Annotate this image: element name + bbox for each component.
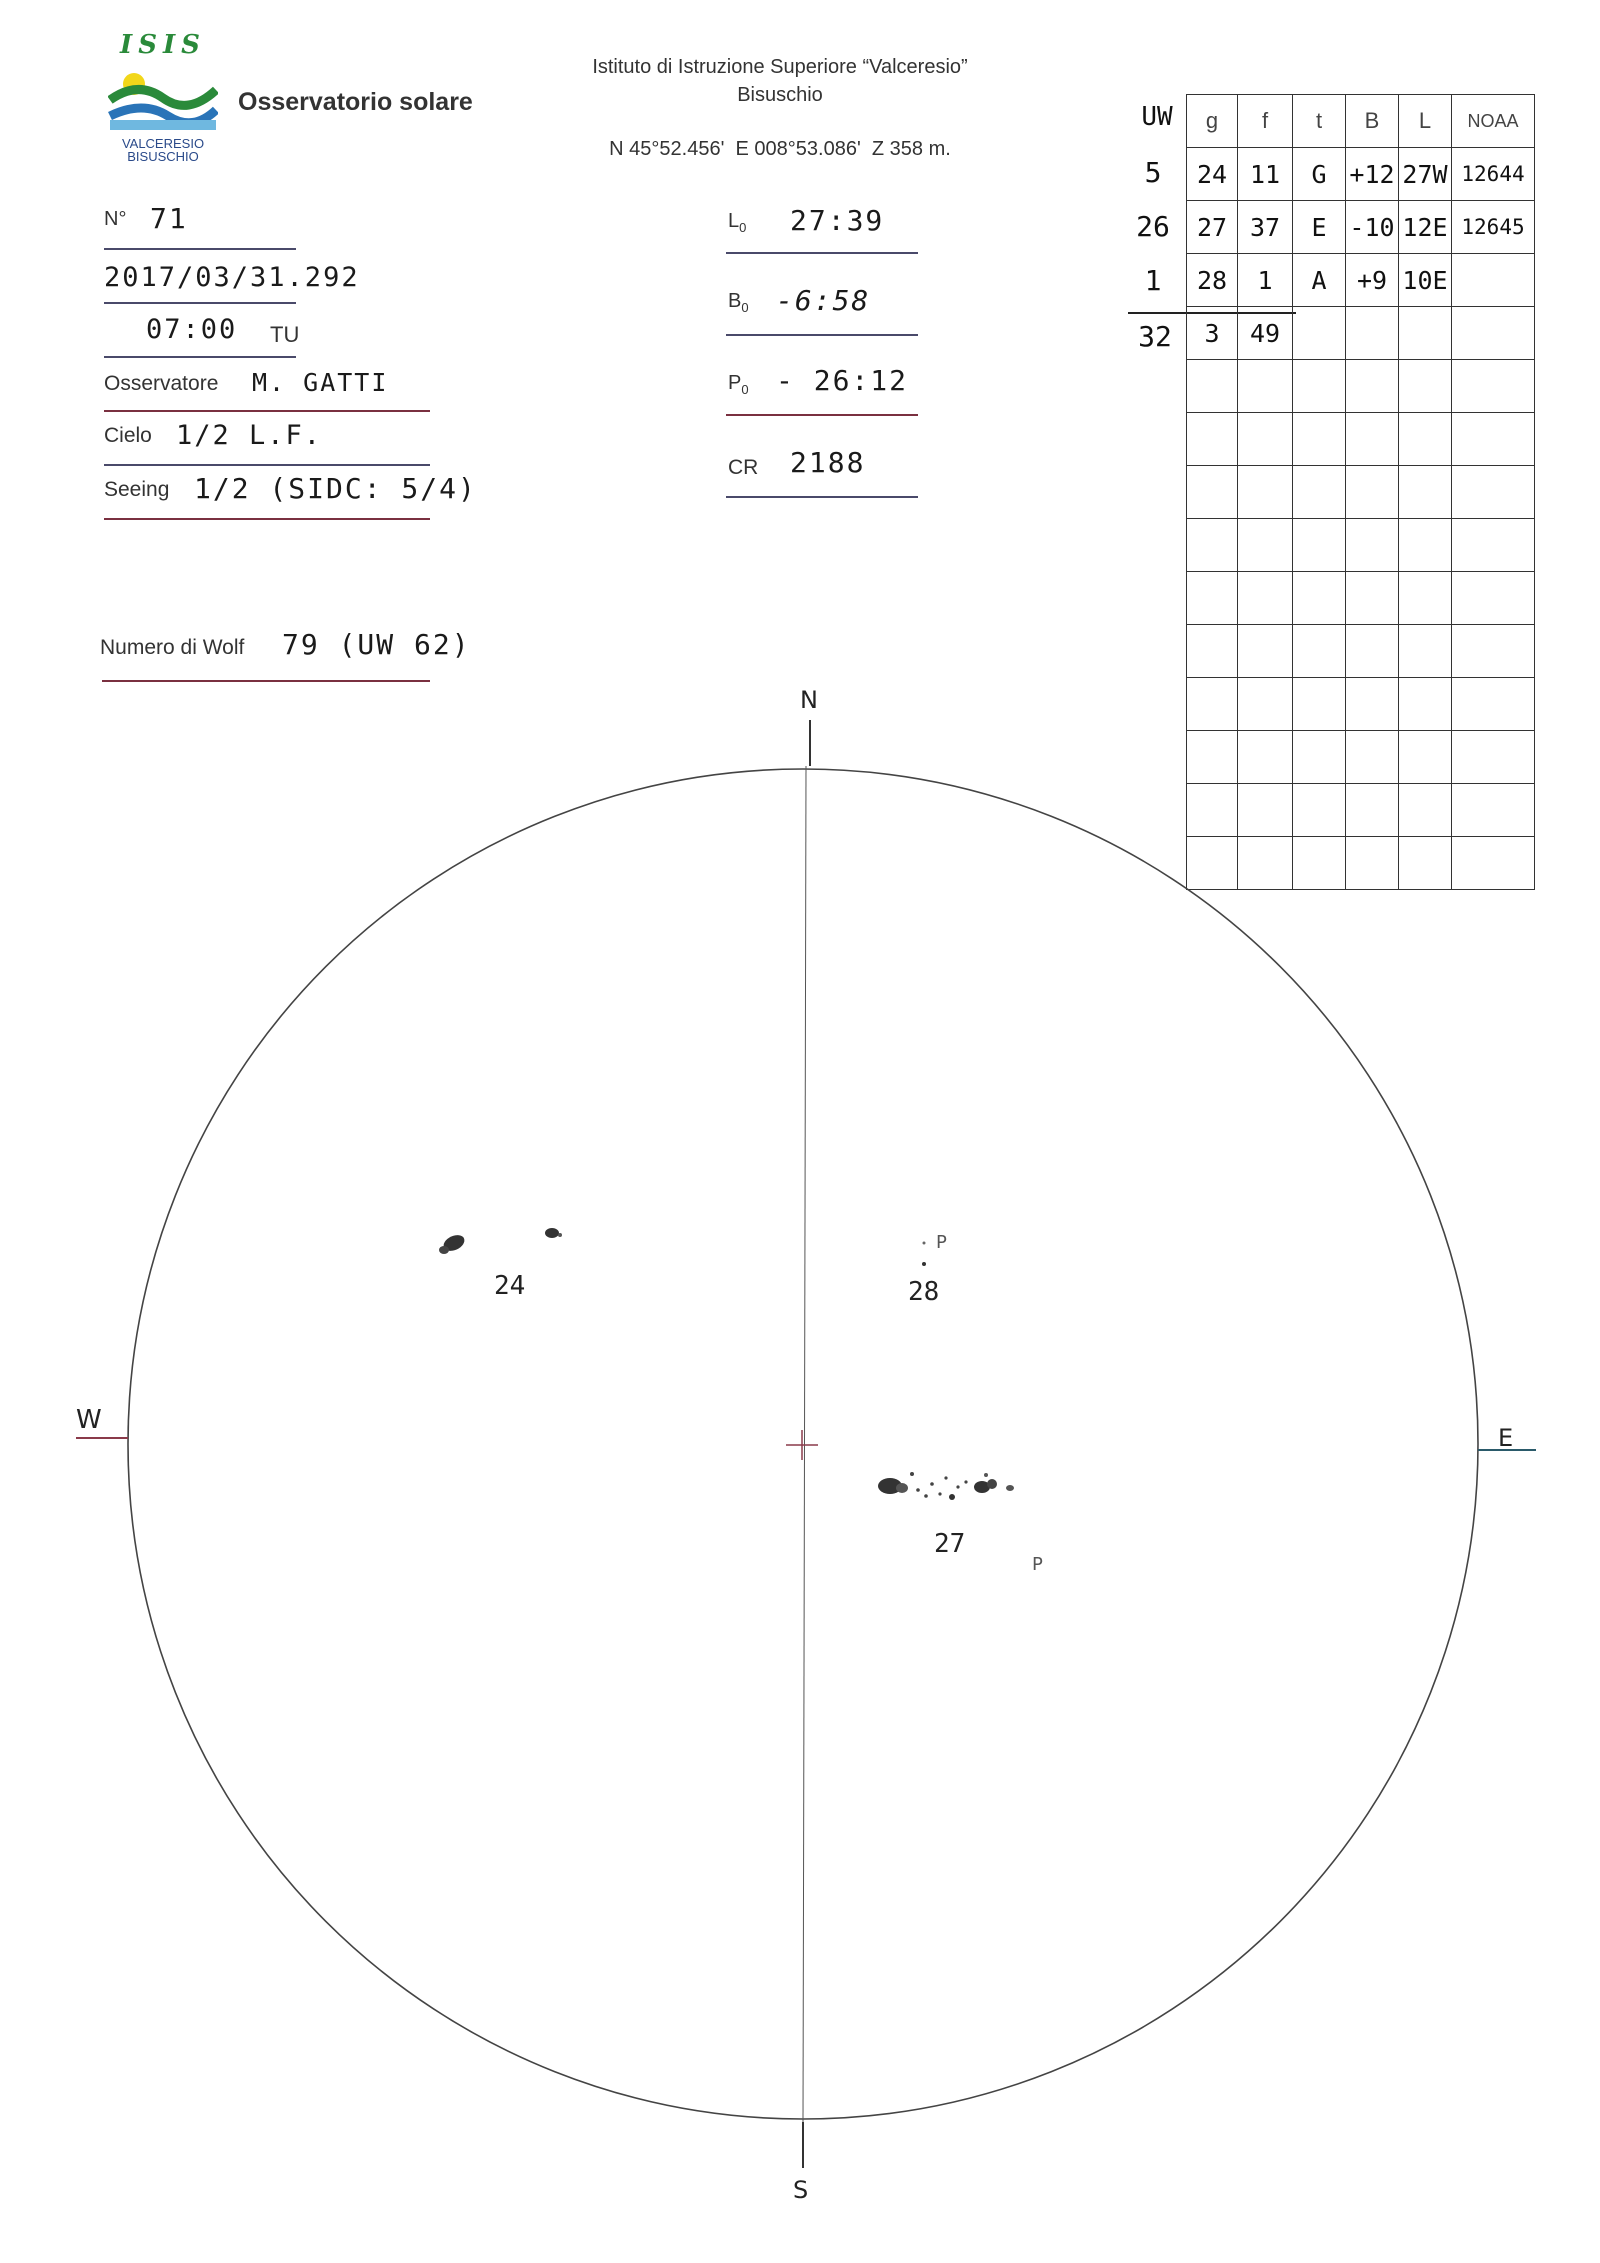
table-cell: 49	[1238, 307, 1293, 360]
table-cell: 24	[1187, 148, 1238, 201]
sunspot	[924, 1494, 928, 1498]
p0-letter: P	[728, 372, 742, 394]
table-cell: +12	[1346, 148, 1399, 201]
number-value: 71	[150, 202, 188, 235]
table-cell: 1	[1238, 254, 1293, 307]
date-value: 2017/03/31.292	[104, 262, 360, 293]
observatory-title: Osservatorio solare	[238, 88, 473, 116]
header-l: L	[1399, 95, 1452, 148]
group-label-27: 27	[934, 1529, 966, 1559]
sunspot	[1006, 1485, 1014, 1491]
sunspot	[923, 1242, 926, 1245]
table-cell: 12E	[1399, 201, 1452, 254]
ns-axis	[803, 766, 806, 2122]
sunspot	[956, 1485, 959, 1488]
north-label: N	[800, 686, 818, 714]
sunspot	[558, 1233, 562, 1237]
south-label: S	[793, 2176, 809, 2204]
logo-top-text: ISIS	[120, 30, 206, 60]
institute-name: Istituto di Istruzione Superiore “Valceresio”	[592, 56, 968, 78]
time-unit: TU	[270, 322, 300, 347]
logo-bottom-line2: BISUSCHIO	[127, 149, 199, 164]
p0-subscript: 0	[741, 382, 749, 397]
east-label: E	[1498, 1424, 1514, 1452]
p0-value: - 26:12	[776, 364, 909, 397]
group-label-28: 28	[908, 1277, 940, 1307]
sunspot	[910, 1472, 914, 1476]
sunspot	[938, 1492, 941, 1495]
time-value: 07:00	[146, 314, 238, 345]
sunspot	[916, 1488, 920, 1492]
sunspot	[987, 1479, 997, 1489]
p-mark-27: P	[1032, 1554, 1043, 1575]
uw-value-2: 26	[1136, 210, 1170, 243]
number-label: N°	[104, 208, 127, 230]
table-cell: 10E	[1399, 254, 1452, 307]
table-cell: 27W	[1399, 148, 1452, 201]
wolf-number-value: 79 (UW 62)	[282, 628, 471, 661]
uw-value-1: 5	[1144, 156, 1162, 189]
sky-value: 1/2 L.F.	[176, 420, 323, 451]
table-cell: 28	[1187, 254, 1238, 307]
b0-value: -6:58	[776, 284, 871, 317]
table-cell: 12645	[1452, 201, 1535, 254]
sunspot	[964, 1480, 967, 1483]
sunspot	[545, 1228, 559, 1238]
sunspot	[439, 1246, 449, 1254]
table-cell: 27	[1187, 201, 1238, 254]
table-cell: 12644	[1452, 148, 1535, 201]
header-f: f	[1238, 95, 1293, 148]
table-cell: A	[1293, 254, 1346, 307]
seeing-value: 1/2 (SIDC: 5/4)	[194, 472, 477, 505]
header-noaa: NOAA	[1452, 95, 1535, 148]
table-cell: 3	[1187, 307, 1238, 360]
uw-header: UW	[1141, 102, 1173, 132]
sunspot-group-27	[878, 1472, 1014, 1500]
seeing-label: Seeing	[104, 478, 170, 501]
sunspot	[922, 1262, 926, 1266]
group-label-24: 24	[494, 1271, 526, 1301]
header-g: g	[1187, 95, 1238, 148]
table-cell: G	[1293, 148, 1346, 201]
table-cell: E	[1293, 201, 1346, 254]
table-cell: 11	[1238, 148, 1293, 201]
b0-letter: B	[728, 290, 742, 312]
institute-town: Bisuschio	[737, 84, 823, 106]
observer-value: M. GATTI	[252, 368, 389, 397]
logo-bottom-line1: VALCERESIO	[121, 136, 205, 151]
l0-value: 27:39	[790, 204, 885, 237]
west-label: W	[76, 1405, 102, 1435]
sunspot-group-24	[439, 1228, 562, 1254]
sky-label: Cielo	[104, 424, 152, 447]
header-b: B	[1346, 95, 1399, 148]
table-cell: -10	[1346, 201, 1399, 254]
uw-value-total: 32	[1138, 320, 1172, 353]
wolf-number-label: Numero di Wolf	[100, 636, 245, 659]
sunspot	[944, 1476, 947, 1479]
p-mark-28: P	[936, 1232, 947, 1253]
cr-label: CR	[728, 456, 759, 479]
sunspot	[930, 1482, 934, 1486]
observer-label: Osservatore	[104, 372, 219, 395]
l0-letter: L	[728, 210, 740, 232]
header-t: t	[1293, 95, 1346, 148]
table-cell: +9	[1346, 254, 1399, 307]
cr-value: 2188	[790, 446, 866, 479]
sunspot	[896, 1483, 908, 1493]
sunspot	[984, 1473, 988, 1477]
l0-subscript: 0	[739, 220, 747, 235]
uw-value-3: 1	[1144, 264, 1162, 297]
sunspot	[949, 1494, 955, 1500]
table-cell: 37	[1238, 201, 1293, 254]
b0-subscript: 0	[741, 300, 749, 315]
sunspot-group-28	[922, 1242, 926, 1267]
observatory-coordinates: N 45°52.456' E 008°53.086' Z 358 m.	[609, 138, 951, 160]
